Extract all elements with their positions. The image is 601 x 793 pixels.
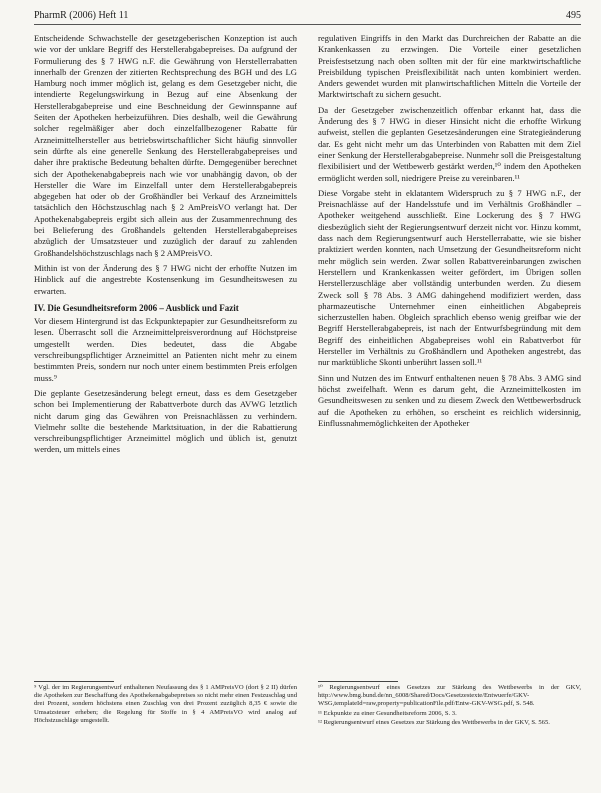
paragraph: Die geplante Gesetzesänderung belegt erneut, dass es dem Gesetzgeber schon bei Implementierung der Rabattverbote durch das AVWG letztlich nicht darum ging das Gewähren von Preisnachlässen zu verhindern. Vielmehr sollte die bestehende Marktsituation, in der die Rabattierung verschreibungspflichtiger Arzneimittel möglich und üblich ist, genutzt werden, um mittels eines: [34, 387, 297, 455]
paragraph: Da der Gesetzgeber zwischenzeitlich offenbar erkannt hat, dass die Änderung des § 7 HWG in dieser Hinsicht nicht die erhoffte Wirkung aufweist, stellen die geplanten Gesetzesänderungen eine Strategieänderung dar. Es geht nicht mehr um das Unterbinden von Rabatten mit dem Ziel einer Senkung der Herstellerabgabepreise. Nunmehr soll die Preisgestaltung flexibilisiert und der Wettbewerb gestärkt werden,¹⁰ indem den Apotheken ermöglicht werden soll, niedrigere Preise zu vereinbaren.¹¹: [318, 104, 581, 183]
right-column: [318, 33, 581, 433]
footnote-divider: [34, 681, 114, 682]
footnotes-left: [34, 684, 297, 726]
paragraph: Mithin ist von der Änderung des § 7 HWG nicht der erhoffte Nutzen im Hinblick auf die angestrebte Kostensenkung im Gesundheitswesen zu erwarten.: [34, 262, 297, 296]
running-header: [34, 8, 581, 25]
journal-citation: PharmR (2006) Heft 11: [34, 10, 129, 21]
page-number: 495: [566, 10, 581, 21]
footnotes-right: [318, 684, 581, 728]
section-heading: IV. Die Gesundheitsreform 2006 – Ausblick und Fazit: [34, 302, 239, 313]
footnote: ⁹ Vgl. der im Regierungsentwurf enthaltenen Neufassung des § 1 AMPreisVO (dort § 2 II) dürfen die Apotheken zur Beschaffung des Apothekenabgabepreises so nicht mehr einen Festzuschlag und drei Prozent, sondern höchstens einen Zuschlag von drei Prozent zuzüglich 8,35 € sowie die Umsatzsteuer erheben; die Regelung für Stoffe in § 4 AMPreisVO wird analog auf Höchstzuschläge umgestellt.: [34, 684, 297, 724]
footnote-divider: [318, 681, 398, 682]
footnote: ¹² Regierungsentwurf eines Gesetzes zur Stärkung des Wettbewerbs in der GKV, S. 565.: [318, 718, 550, 726]
footnote: ¹¹ Eckpunkte zu einer Gesundheitsreform 2006, S. 3.: [318, 709, 457, 717]
paragraph: Entscheidende Schwachstelle der gesetzgeberischen Konzeption ist auch wie vor der unklare Begriff des Herstellerabgabepreises. Da aufgrund der Formulierung des § 7 HWG n.F. die Gewährung von Herstellerrabatten innerhalb der Grenzen der zitierten Rechtsprechung des BGH und des LG Hamburg noch immer möglich ist, gelang es dem Gesetzgeber nicht, die intendierte Regelungswirkung in Bezug auf eine Absenkung der Herstellerabgabepreise und eine Beschneidung der Gewinnspanne auf Seiten der Apotheken herbeizuführen. Dies deshalb, weil die Gewährung solcher regelmäßiger aber doch einzelfallbezogener Rabatte für Arzneimittelhersteller aus betriebswirtschaftlicher Sicht häufig sinnvoller sein dürfte als eine generelle Senkung des Herstellerabgabepreises und daher ihre praktische Bedeutung behalten dürfte. Demgegenüber berechnet sich der Apothekenabgabepreis nach wie vor unabhängig davon, ob der Hersteller die Ware im Einzelfall unter dem Herstellerabgabepreis abgegeben hat oder ob der Großhändler bei Verkauf des Arzneimittels tatsächlich den Höchstzuschlag nach § 2 AmPreisVO verlangt hat. Der Apothekenabgabepreis ergibt sich allein aus der Zusammenrechnung des bei Belieferung des Großhandels geltenden Herstellerabgabepreises abzüglich der Umsatzsteuer und zuzüglich der darauf zu zahlenden Großhandelshöchstzuschlags nach § 2 AMPreisVO.: [34, 33, 297, 258]
footnote: ¹⁰ Regierungsentwurf eines Gesetzes zur Stärkung des Wettbewerbs in der GKV, http://www.bmg.bund.de/nn_6008/Shared/Docs/Gesetzestexte/Entwuerfe/GKV-WSG,templateId=raw,property=publicationFile.pdf/Entw-GKV-WSG.pdf, S. 548.: [318, 684, 581, 708]
paragraph: Sinn und Nutzen des im Entwurf enthaltenen neuen § 78 Abs. 3 AMG sind höchst zweifelhaft. Wenn es darum geht, die Arzneimittelkosten im Gesundheitswesen zu senken und zu diesem Zweck den Wettbewerbsdruck auf die Apotheken zu erhöhen, so erscheint es reichlich widersinnig, Einflussnahmemöglichkeiten der Apotheker: [318, 372, 581, 428]
paragraph: regulativen Eingriffs in den Markt das Durchreichen der Rabatte an die Krankenkassen zu erzwingen. Die Vorteile einer gesetzlichen Preisfestsetzung nach oben sollten mit der für eine marktwirtschaftliche Preisbildung typischen Preisflexibilität nach unten kombiniert werden. Anders gewendet wurden mit planwirtschaftlichen Mitteln die Vorteile der Marktwirtschaft zu sichern gesucht.: [318, 33, 581, 100]
left-column: [34, 33, 297, 460]
paragraph: Vor diesem Hintergrund ist das Eckpunktepapier zur Gesundheitsreform zu lesen. Überrascht soll die Arzneimittelpreisverordnung auf Höchstpreise umgestellt werden. Dies bedeutet, dass die Abgabe verschreibungspflichtiger Arzneimittel an Patienten nicht mehr zu einem bestimmten Preis, sondern nur noch unter einem bestimmten Preis erfolgen muss.⁹: [34, 316, 297, 383]
paragraph: Diese Vorgabe steht in eklatantem Widerspruch zu § 7 HWG n.F., der Preisnachlässe auf der Handelsstufe und im Verhältnis Großhändler – Apotheker weitgehend ausschließt. Eine Lockerung des § 7 HWG diesbezüglich sieht der Regierungsentwurf derzeit nicht vor. Hinzu kommt, dass nach dem Regierungsentwurf auch Herstellerrabatte, wie sie bisher praktiziert werden konnten, nach Umsetzung der Gesundheitsreform nicht mehr möglich sein werden. Zwar sollen Rabattvereinbarungen zwischen Herstellern und Krankenkassen weiter gefördert, im Übrigen sollen Herstellerzuschläge aber vollständig unterbunden werden. Zu diesem Zweck soll § 78 Abs. 3 AMG dahingehend modifiziert werden, dass pharmazeutische Unternehmer einen einheitlichen Abgabepreis sicherzustellen haben. Obgleich sprachlich ebenso wenig greifbar wie der Begriff Herstellerabgabepreis, ist nach der Entwurfsbegründung mit dem Begriff des einheitlichen Abgabepreises wohl ein Rabattverbot für Hersteller im Verhältnis zu Großhändlern und Apotheken angestrebt, das nur marktübliche Skonti unberührt lassen soll.¹¹: [318, 187, 581, 368]
